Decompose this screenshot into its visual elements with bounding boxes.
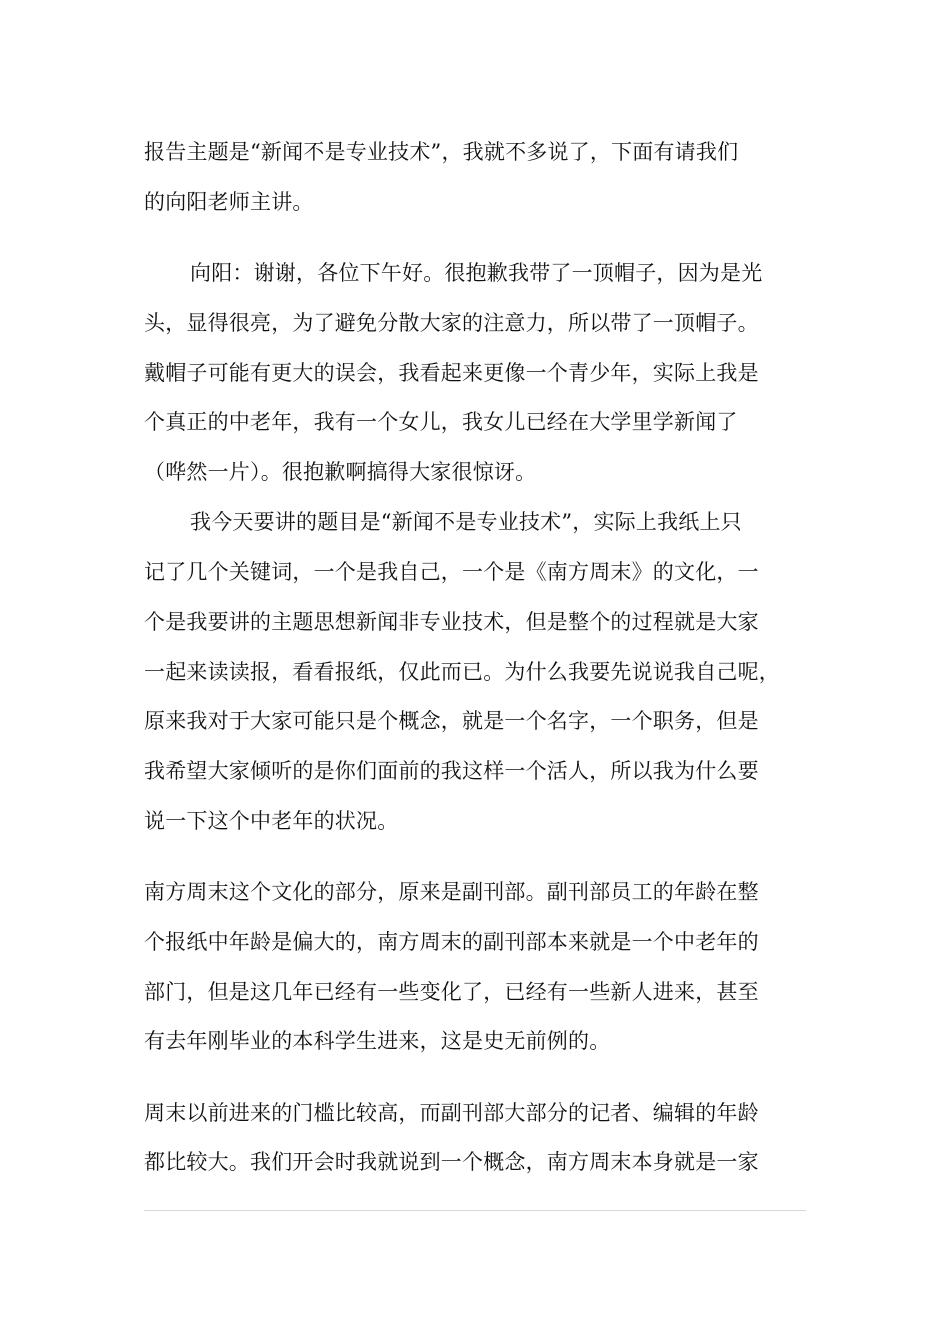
text-line: 有去年刚毕业的本科学生进来，这是史无前例的。 — [144, 1029, 611, 1053]
text-line: 我希望大家倾听的是你们面前的我这样一个活人，所以我为什么要 — [144, 759, 759, 783]
text-line: 南方周末这个文化的部分，原来是副刊部。副刊部员工的年龄在整 — [144, 880, 759, 904]
page-divider — [144, 1210, 806, 1211]
text-line: 头，显得很亮，为了避免分散大家的注意力，所以带了一顶帽子。 — [144, 311, 759, 335]
text-line: （哗然一片）。很抱歉啊搞得大家很惊讶。 — [144, 460, 537, 484]
text-line: 原来我对于大家可能只是个概念，就是一个名字，一个职务，但是 — [144, 709, 759, 733]
text-line: 周末以前进来的门槛比较高，而副刊部大部分的记者、编辑的年龄 — [144, 1101, 759, 1125]
text-line: 都比较大。我们开会时我就说到一个概念，南方周末本身就是一家 — [144, 1150, 759, 1174]
text-line: 我今天要讲的题目是“新闻不是专业技术”，实际上我纸上只 — [190, 510, 742, 534]
text-line: 说一下这个中老年的状况。 — [144, 809, 399, 833]
text-line: 个是我要讲的主题思想新闻非专业技术，但是整个的过程就是大家 — [144, 610, 759, 634]
text-line: 一起来读读报，看看报纸，仅此而已。为什么我要先说说我自己呢， — [144, 660, 780, 684]
text-line: 个真正的中老年，我有一个女儿，我女儿已经在大学里学新闻了 — [144, 410, 738, 434]
text-line: 报告主题是“新闻不是专业技术”，我就不多说了，下面有请我们 — [144, 140, 739, 164]
text-line: 的向阳老师主讲。 — [144, 190, 314, 214]
text-line: 戴帽子可能有更大的误会，我看起来更像一个青少年，实际上我是 — [144, 361, 759, 385]
text-line: 记了几个关键词，一个是我自己，一个是《南方周末》的文化，一 — [144, 560, 759, 584]
text-line: 向阳：谢谢，各位下午好。很抱歉我带了一顶帽子，因为是光 — [190, 261, 763, 285]
text-line: 个报纸中年龄是偏大的，南方周末的副刊部本来就是一个中老年的 — [144, 930, 759, 954]
text-line: 部门，但是这几年已经有一些变化了，已经有一些新人进来，甚至 — [144, 980, 759, 1004]
